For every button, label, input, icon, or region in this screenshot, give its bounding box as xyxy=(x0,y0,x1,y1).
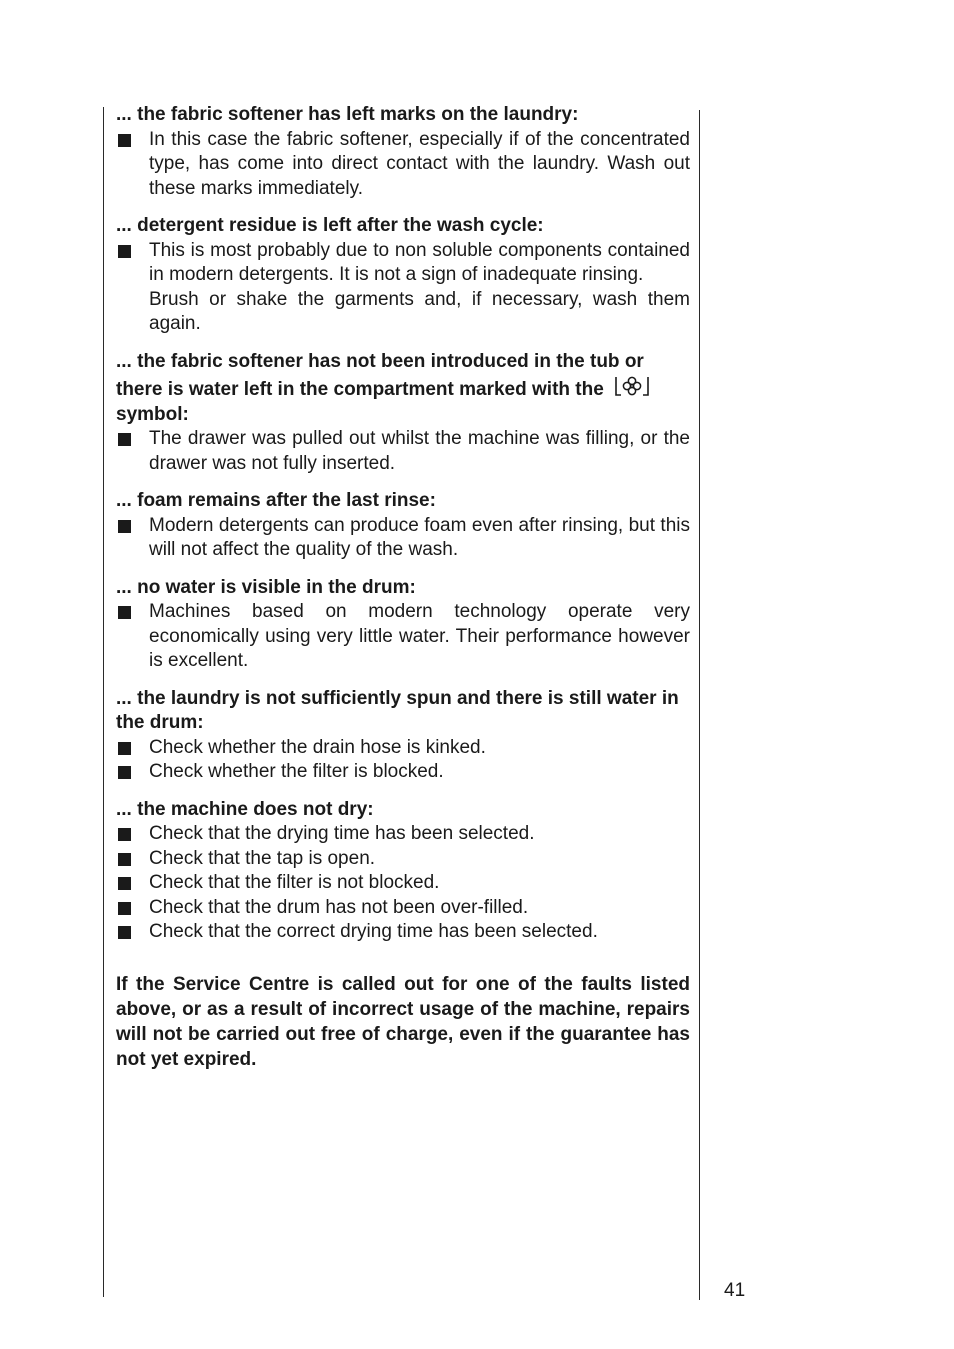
bullet-text: Check that the correct drying time has been selected. xyxy=(149,921,598,942)
fault-section xyxy=(116,489,690,563)
square-bullet-icon xyxy=(118,766,131,779)
bullet-text: This is most probably due to non soluble components contained in modern detergents. It is not a sign of inadequate rinsing. xyxy=(149,239,690,285)
section-heading xyxy=(116,798,690,823)
square-bullet-icon xyxy=(118,433,131,446)
fault-section xyxy=(116,350,690,477)
square-bullet-icon xyxy=(118,853,131,866)
bullet-text: Modern detergents can produce foam even after rinsing, but this will not affect the quality of the wash. xyxy=(149,514,690,560)
fault-section xyxy=(116,576,690,674)
bullet-text: Check that the filter is not blocked. xyxy=(149,872,440,893)
bullet-text: Check that the tap is open. xyxy=(149,847,376,869)
square-bullet-icon xyxy=(118,520,131,533)
bullet-text: The drawer was pulled out whilst the machine was filling, or the drawer was not fully inserted. xyxy=(149,428,690,474)
bullet-item xyxy=(116,871,690,896)
fault-sections xyxy=(116,103,690,945)
square-bullet-icon xyxy=(118,606,131,619)
fabric-softener-flower-icon xyxy=(613,374,651,398)
bullet-item xyxy=(116,920,690,945)
bullet-text: Check that the drying time has been selected. xyxy=(149,823,535,844)
square-bullet-icon xyxy=(118,245,131,258)
section-heading-text: ... the fabric softener has not been introduced in the tub or there is water left in the compartment marked with the xyxy=(116,350,644,400)
section-heading xyxy=(116,103,690,128)
bullet-item xyxy=(116,847,690,872)
bullet-text: Check whether the filter is blocked. xyxy=(149,761,444,782)
section-heading xyxy=(116,489,690,514)
bullet-text: Check that the drum has not been over-filled. xyxy=(149,896,529,918)
bullet-text: Check whether the drain hose is kinked. xyxy=(149,736,486,758)
bullet-item xyxy=(116,896,690,921)
square-bullet-icon xyxy=(118,828,131,841)
bullet-item xyxy=(116,427,690,476)
service-note: If the Service Centre is called out for one of the faults listed above, or as a result of incorrect usage of the machine, repairs will not be carried out free of charge, even if the guarantee has not yet expired. xyxy=(116,973,690,1070)
section-heading xyxy=(116,350,690,428)
bullet-text: Brush or shake the garments and, if necessary, wash them again. xyxy=(149,288,690,334)
section-heading-text: ... the fabric softener has left marks on the laundry: xyxy=(116,104,579,125)
section-heading-suffix: symbol: xyxy=(116,403,189,425)
section-heading xyxy=(116,687,690,736)
fault-section xyxy=(116,798,690,945)
bullet-item xyxy=(116,514,690,563)
bullet-item xyxy=(116,736,690,761)
fault-section xyxy=(116,214,690,337)
bullet-item xyxy=(116,822,690,847)
bullet-item xyxy=(116,128,690,202)
square-bullet-icon xyxy=(118,742,131,755)
square-bullet-icon xyxy=(118,902,131,915)
section-heading-text: ... the machine does not dry: xyxy=(116,798,374,820)
right-margin-rule xyxy=(699,110,700,1300)
bullet-item xyxy=(116,600,690,674)
bullet-text: Machines based on modern technology operate very economically using very little water. Their performance however is excellent. xyxy=(149,601,690,671)
fault-section xyxy=(116,687,690,785)
section-heading-text: ... the laundry is not sufficiently spun and there is still water in the drum: xyxy=(116,687,679,733)
square-bullet-icon xyxy=(118,877,131,890)
bullet-text: In this case the fabric softener, especially if of the concentrated type, has come into direct contact with the laundry. Wash out these marks immediately. xyxy=(149,128,690,199)
section-heading xyxy=(116,576,690,601)
page-number: 41 xyxy=(724,1280,746,1301)
fault-section xyxy=(116,103,690,201)
square-bullet-icon xyxy=(118,134,131,147)
section-heading-text: ... detergent residue is left after the wash cycle: xyxy=(116,215,544,236)
bullet-item xyxy=(116,760,690,785)
section-heading-text: ... foam remains after the last rinse: xyxy=(116,490,436,511)
bullet-item xyxy=(116,239,690,337)
square-bullet-icon xyxy=(118,926,131,939)
section-heading-text: ... no water is visible in the drum: xyxy=(116,576,416,598)
troubleshooting-content xyxy=(116,103,690,1072)
left-margin-rule xyxy=(103,107,104,1297)
section-heading xyxy=(116,214,690,239)
